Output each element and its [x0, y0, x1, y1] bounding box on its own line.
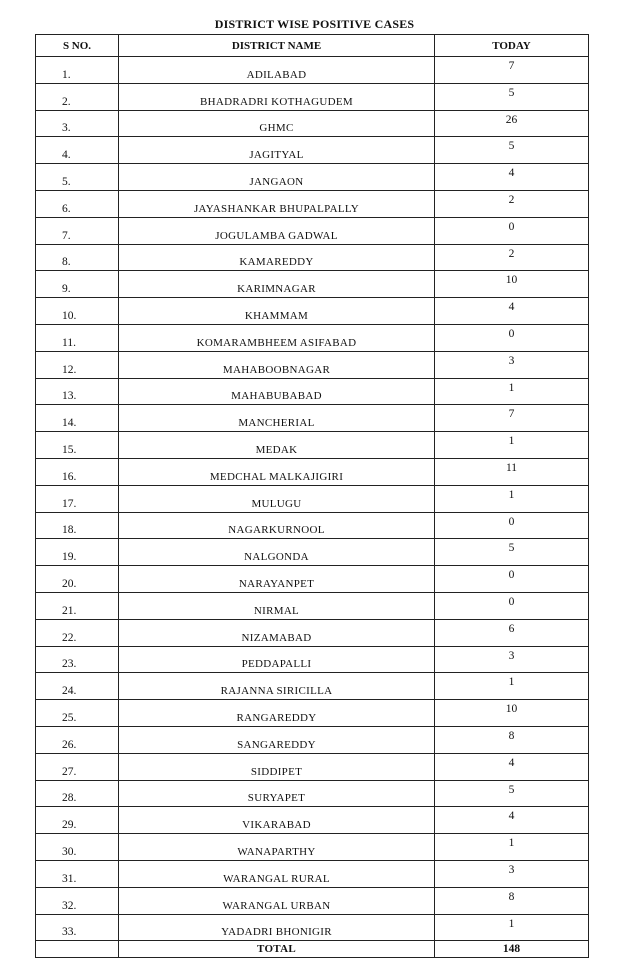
row-district: YADADRI BHONIGIR [119, 914, 435, 941]
row-sno: 16. [36, 458, 119, 485]
table-row [36, 566, 589, 593]
row-sno: 18. [36, 512, 119, 539]
row-district: NIRMAL [119, 592, 435, 619]
row-today: 2 [435, 244, 589, 271]
table-row [36, 753, 589, 780]
table-row [36, 57, 589, 84]
row-today: 0 [435, 566, 589, 593]
row-sno: 10. [36, 298, 119, 325]
row-sno: 30. [36, 834, 119, 861]
header-sno: S NO. [36, 35, 119, 57]
total-label: TOTAL [119, 941, 435, 958]
row-today: 4 [435, 807, 589, 834]
row-sno: 29. [36, 807, 119, 834]
table-row [36, 726, 589, 753]
row-today: 1 [435, 834, 589, 861]
row-today: 0 [435, 217, 589, 244]
table-row [36, 485, 589, 512]
row-sno: 6. [36, 190, 119, 217]
row-sno: 1. [36, 57, 119, 84]
row-district: NARAYANPET [119, 566, 435, 593]
total-value: 148 [435, 941, 589, 958]
row-sno: 15. [36, 432, 119, 459]
row-today: 4 [435, 164, 589, 191]
table-row [36, 887, 589, 914]
table-row [36, 244, 589, 271]
row-district: JOGULAMBA GADWAL [119, 217, 435, 244]
row-district: WARANGAL URBAN [119, 887, 435, 914]
row-district: ADILABAD [119, 57, 435, 84]
row-district: KHAMMAM [119, 298, 435, 325]
total-row [36, 941, 589, 958]
row-district: JAGITYAL [119, 137, 435, 164]
table-row [36, 539, 589, 566]
row-district: RANGAREDDY [119, 700, 435, 727]
row-district: MAHABOOBNAGAR [119, 351, 435, 378]
row-today: 3 [435, 351, 589, 378]
table-row [36, 190, 589, 217]
row-sno: 19. [36, 539, 119, 566]
row-district: GHMC [119, 110, 435, 137]
row-district: PEDDAPALLI [119, 646, 435, 673]
table-row [36, 324, 589, 351]
table-row [36, 673, 589, 700]
row-today: 0 [435, 512, 589, 539]
table-row [36, 351, 589, 378]
table-row [36, 432, 589, 459]
row-sno: 25. [36, 700, 119, 727]
row-today: 5 [435, 137, 589, 164]
table-row [36, 700, 589, 727]
row-sno: 14. [36, 405, 119, 432]
row-today: 11 [435, 458, 589, 485]
table-row [36, 298, 589, 325]
row-sno: 22. [36, 619, 119, 646]
row-sno: 5. [36, 164, 119, 191]
row-district: KARIMNAGAR [119, 271, 435, 298]
row-today: 10 [435, 271, 589, 298]
row-today: 3 [435, 646, 589, 673]
row-district: JANGAON [119, 164, 435, 191]
table-row [36, 137, 589, 164]
table-row [36, 780, 589, 807]
row-today: 4 [435, 298, 589, 325]
row-today: 4 [435, 753, 589, 780]
table-row [36, 834, 589, 861]
row-today: 1 [435, 914, 589, 941]
table-row [36, 914, 589, 941]
row-today: 5 [435, 83, 589, 110]
row-district: NALGONDA [119, 539, 435, 566]
row-sno: 8. [36, 244, 119, 271]
row-today: 1 [435, 673, 589, 700]
row-today: 8 [435, 726, 589, 753]
row-today: 5 [435, 780, 589, 807]
row-district: KAMAREDDY [119, 244, 435, 271]
row-district: MANCHERIAL [119, 405, 435, 432]
row-today: 1 [435, 485, 589, 512]
row-district: RAJANNA SIRICILLA [119, 673, 435, 700]
row-sno: 11. [36, 324, 119, 351]
table-row [36, 405, 589, 432]
row-district: SIDDIPET [119, 753, 435, 780]
row-sno: 26. [36, 726, 119, 753]
row-today: 7 [435, 57, 589, 84]
header-district: DISTRICT NAME [119, 35, 435, 57]
table-row [36, 860, 589, 887]
row-sno: 7. [36, 217, 119, 244]
row-today: 26 [435, 110, 589, 137]
row-today: 0 [435, 324, 589, 351]
row-today: 1 [435, 378, 589, 405]
district-cases-table [35, 34, 589, 958]
row-sno: 24. [36, 673, 119, 700]
row-today: 2 [435, 190, 589, 217]
table-row [36, 164, 589, 191]
row-district: JAYASHANKAR BHUPALPALLY [119, 190, 435, 217]
row-sno: 3. [36, 110, 119, 137]
row-sno: 28. [36, 780, 119, 807]
table-row [36, 217, 589, 244]
row-sno: 17. [36, 485, 119, 512]
row-district: VIKARABAD [119, 807, 435, 834]
table-row [36, 458, 589, 485]
row-sno: 9. [36, 271, 119, 298]
total-sno-cell [36, 941, 119, 958]
row-today: 10 [435, 700, 589, 727]
table-row [36, 378, 589, 405]
row-district: MULUGU [119, 485, 435, 512]
row-today: 3 [435, 860, 589, 887]
row-sno: 13. [36, 378, 119, 405]
row-district: BHADRADRI KOTHAGUDEM [119, 83, 435, 110]
row-today: 6 [435, 619, 589, 646]
table-row [36, 619, 589, 646]
table-header-row [36, 35, 589, 57]
table-row [36, 271, 589, 298]
row-sno: 4. [36, 137, 119, 164]
row-today: 8 [435, 887, 589, 914]
row-sno: 32. [36, 887, 119, 914]
row-sno: 12. [36, 351, 119, 378]
table-row [36, 592, 589, 619]
table-row [36, 83, 589, 110]
row-sno: 33. [36, 914, 119, 941]
table-row [36, 646, 589, 673]
table-row [36, 512, 589, 539]
row-sno: 23. [36, 646, 119, 673]
row-today: 0 [435, 592, 589, 619]
row-district: WARANGAL RURAL [119, 860, 435, 887]
row-sno: 2. [36, 83, 119, 110]
row-today: 1 [435, 432, 589, 459]
row-district: MEDCHAL MALKAJIGIRI [119, 458, 435, 485]
row-district: SURYAPET [119, 780, 435, 807]
row-district: KOMARAMBHEEM ASIFABAD [119, 324, 435, 351]
row-district: MEDAK [119, 432, 435, 459]
row-today: 7 [435, 405, 589, 432]
row-sno: 21. [36, 592, 119, 619]
row-district: WANAPARTHY [119, 834, 435, 861]
table-body [36, 57, 589, 941]
row-today: 5 [435, 539, 589, 566]
row-district: MAHABUBABAD [119, 378, 435, 405]
page-title: DISTRICT WISE POSITIVE CASES [214, 17, 415, 31]
table-row [36, 807, 589, 834]
row-district: NAGARKURNOOL [119, 512, 435, 539]
row-sno: 27. [36, 753, 119, 780]
row-sno: 20. [36, 566, 119, 593]
row-district: NIZAMABAD [119, 619, 435, 646]
table-row [36, 110, 589, 137]
row-sno: 31. [36, 860, 119, 887]
header-today: TODAY [435, 35, 589, 57]
row-district: SANGAREDDY [119, 726, 435, 753]
